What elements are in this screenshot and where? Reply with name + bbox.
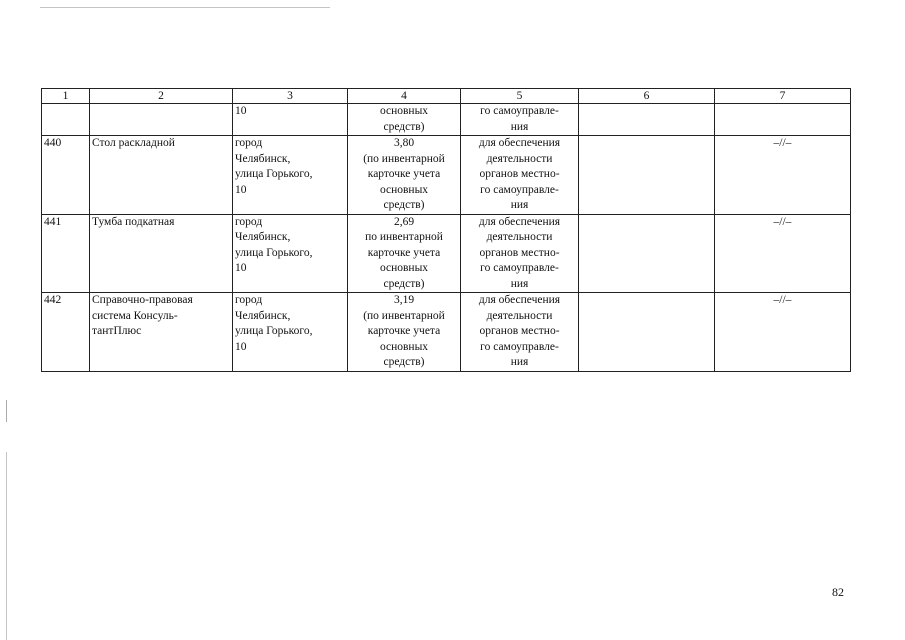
- purpose-cell-line: для обеспечения: [478, 294, 561, 306]
- address-cell-line: улица Горького,: [235, 168, 313, 180]
- value-cell-line: 3,80: [393, 137, 415, 149]
- address-cell-line: улица Горького,: [235, 325, 313, 337]
- table-row: [42, 136, 851, 215]
- value-cell-line: карточке учета: [367, 246, 441, 259]
- purpose-cell-line: органов местно-: [479, 168, 560, 180]
- column-header-6: 6: [579, 89, 715, 104]
- purpose-cell-line: деятельности: [486, 231, 553, 243]
- purpose-cell-line: деятельности: [486, 152, 553, 165]
- table-row: [42, 293, 851, 372]
- table-header-row: [42, 89, 851, 104]
- item-name-cell: [90, 104, 233, 136]
- purpose-cell-line: го самоуправле-: [480, 105, 559, 117]
- address-cell-line: Челябинск,: [235, 309, 291, 322]
- purpose-cell: [461, 293, 579, 372]
- column-6-cell: [579, 293, 715, 372]
- column-header-2: 2: [90, 89, 233, 104]
- address-cell-line: город: [235, 215, 263, 228]
- value-cell: [348, 104, 461, 136]
- value-cell-line: основных: [379, 340, 429, 353]
- address-cell: [233, 104, 348, 136]
- row-number-cell: [42, 104, 90, 136]
- address-cell-line: 10: [235, 340, 247, 353]
- value-cell-line: средств): [383, 356, 425, 368]
- purpose-cell-line: органов местно-: [479, 246, 560, 259]
- address-cell-line: город: [235, 137, 263, 149]
- purpose-cell: [461, 136, 579, 215]
- value-cell-line: средств): [383, 277, 425, 290]
- value-cell-line: средств): [383, 199, 425, 211]
- table-row: [42, 104, 851, 136]
- value-cell-line: (по инвентарной: [363, 309, 445, 322]
- value-cell-line: карточке учета: [367, 168, 441, 180]
- value-cell: [348, 293, 461, 372]
- value-cell: [348, 214, 461, 293]
- row-number-cell: 441: [42, 214, 90, 293]
- address-cell-line: город: [235, 294, 263, 306]
- item-name-cell-line: тантПлюс: [92, 325, 142, 337]
- address-cell: [233, 214, 348, 293]
- column-header-5: 5: [461, 89, 579, 104]
- value-cell-line: карточке учета: [367, 325, 441, 337]
- value-cell-line: 2,69: [393, 215, 415, 228]
- address-cell: [233, 136, 348, 215]
- column-header-3: 3: [233, 89, 348, 104]
- address-cell-line: улица Горького,: [235, 246, 313, 259]
- column-6-cell: [579, 214, 715, 293]
- purpose-cell: [461, 104, 579, 136]
- scan-artifact-top: [40, 7, 330, 8]
- purpose-cell-line: го самоуправле-: [480, 183, 559, 196]
- address-cell-line: Челябинск,: [235, 231, 291, 243]
- scan-artifact-left-2: [6, 452, 7, 640]
- column-header-4: 4: [348, 89, 461, 104]
- purpose-cell: [461, 214, 579, 293]
- inventory-table: [41, 88, 851, 372]
- address-cell-line: 10: [235, 183, 247, 196]
- address-cell-line: 10: [235, 262, 247, 274]
- value-cell-line: по инвентарной: [365, 231, 443, 243]
- scan-artifact-left-1: [6, 400, 7, 422]
- item-name-cell-line: Тумба подкатная: [92, 215, 175, 228]
- value-cell-line: основных: [379, 183, 429, 196]
- purpose-cell-line: органов местно-: [479, 325, 560, 337]
- item-name-cell: [90, 136, 233, 215]
- value-cell-line: основных: [379, 262, 429, 274]
- item-name-cell: [90, 214, 233, 293]
- table-row: [42, 214, 851, 293]
- row-number-cell: 440: [42, 136, 90, 215]
- address-cell: [233, 293, 348, 372]
- column-header-7: 7: [715, 89, 851, 104]
- column-7-cell: –//–: [715, 293, 851, 372]
- purpose-cell-line: го самоуправле-: [480, 340, 559, 353]
- column-6-cell: [579, 104, 715, 136]
- column-header-1: 1: [42, 89, 90, 104]
- purpose-cell-line: го самоуправле-: [480, 262, 559, 274]
- purpose-cell-line: ния: [510, 277, 529, 290]
- item-name-cell: [90, 293, 233, 372]
- value-cell: [348, 136, 461, 215]
- row-number-cell: 442: [42, 293, 90, 372]
- value-cell-line: средств): [383, 120, 425, 133]
- column-6-cell: [579, 136, 715, 215]
- address-cell-line: 10: [235, 105, 247, 117]
- value-cell-line: (по инвентарной: [363, 152, 445, 165]
- item-name-cell-line: Стол раскладной: [92, 137, 175, 149]
- column-7-cell: –//–: [715, 136, 851, 215]
- column-7-cell: –//–: [715, 214, 851, 293]
- value-cell-line: основных: [379, 105, 429, 117]
- column-7-cell: [715, 104, 851, 136]
- purpose-cell-line: для обеспечения: [478, 215, 561, 228]
- value-cell-line: 3,19: [393, 294, 415, 306]
- address-cell-line: Челябинск,: [235, 152, 291, 165]
- purpose-cell-line: ния: [510, 356, 529, 368]
- purpose-cell-line: деятельности: [486, 309, 553, 322]
- purpose-cell-line: для обеспечения: [478, 137, 561, 149]
- purpose-cell-line: ния: [510, 120, 529, 133]
- page-number: 82: [832, 585, 844, 599]
- item-name-cell-line: система Консуль-: [92, 309, 178, 322]
- item-name-cell-line: Справочно-правовая: [92, 294, 193, 306]
- purpose-cell-line: ния: [510, 199, 529, 211]
